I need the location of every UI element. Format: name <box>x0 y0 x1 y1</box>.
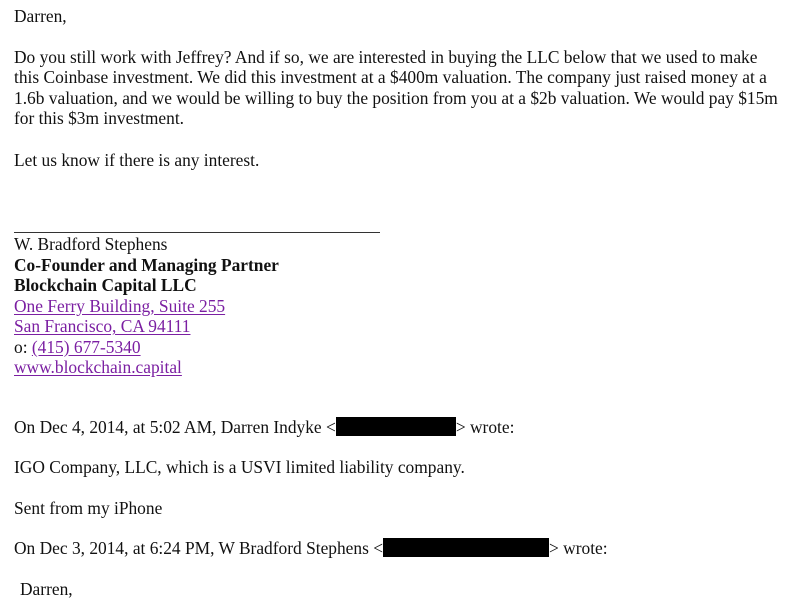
signature-address-line1-link[interactable]: One Ferry Building, Suite 255 <box>14 295 226 316</box>
signature-phone-row <box>14 337 786 358</box>
quote1-sent-from: Sent from my iPhone <box>14 497 163 518</box>
quote1-header-prefix: On Dec 4, 2014, at 5:02 AM, Darren Indyke < <box>14 416 336 437</box>
signature-phone-link[interactable]: (415) 677-5340 <box>31 336 141 357</box>
quote1-header-suffix: > wrote: <box>455 416 515 437</box>
email-closing-line: Let us know if there is any interest. <box>14 149 260 170</box>
quote2-header <box>14 538 786 559</box>
email-greeting: Darren, <box>14 6 67 26</box>
quote2-greeting: Darren, <box>20 578 73 599</box>
quote1-message: IGO Company, LLC, which is a USVI limited liability company. <box>14 457 465 477</box>
signature-name: W. Bradford Stephens <box>14 234 168 254</box>
signature-title: Co-Founder and Managing Partner <box>14 254 279 275</box>
email-document <box>14 6 786 599</box>
quote1-header <box>14 417 786 438</box>
signature-address-line2-link[interactable]: San Francisco, CA 94111 <box>14 316 191 336</box>
quote2-header-prefix: On Dec 3, 2014, at 6:24 PM, W Bradford Stephens < <box>14 538 384 558</box>
redaction-box <box>383 538 549 557</box>
redaction-box <box>336 417 456 436</box>
signature-company: Blockchain Capital LLC <box>14 275 197 295</box>
email-body-paragraph: Do you still work with Jeffrey? And if so, we are interested in buying the LLC below that we used to make this Coinbase investment. We did this investment at a $400m valuation. The company just raised money at a 1.6b valuation, and we would be willing to buy the position from you at a $2b valuation. We would pay $15m for this $3m investment. <box>14 46 778 128</box>
signature-phone-prefix: o: <box>14 336 32 357</box>
quote2-header-suffix: > wrote: <box>549 538 608 558</box>
signature-divider <box>14 232 380 233</box>
signature-website-link[interactable]: www.blockchain.capital <box>14 357 182 377</box>
